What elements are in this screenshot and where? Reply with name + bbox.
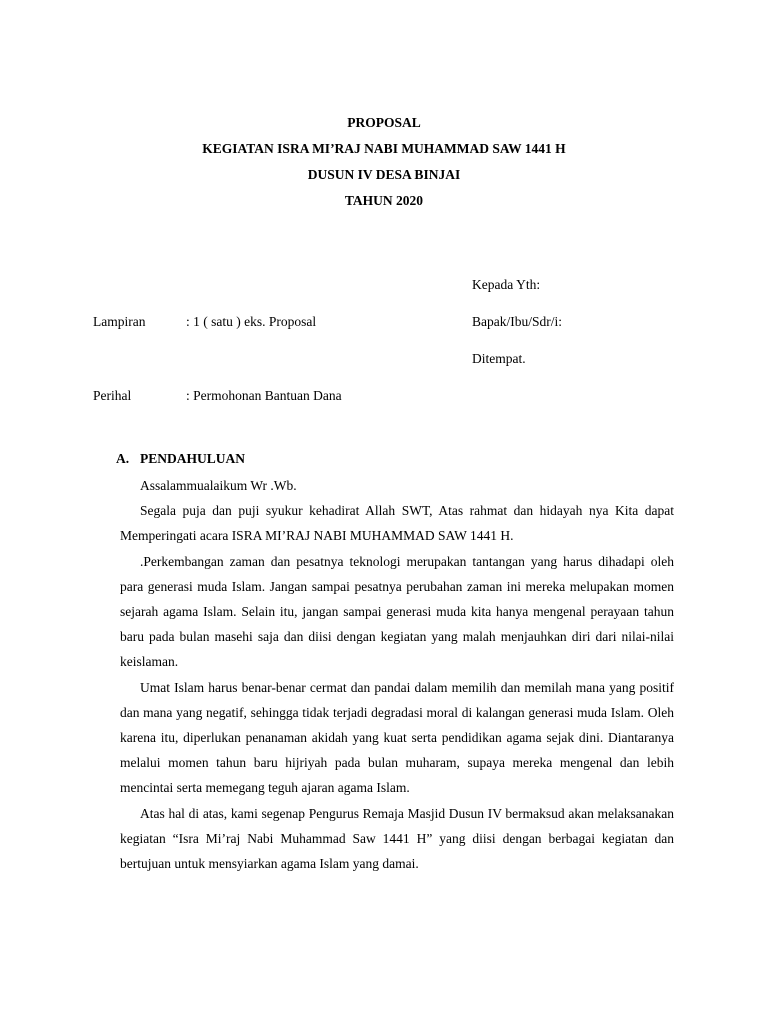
subject-value: : Permohonan Bantuan Dana	[186, 388, 342, 403]
paragraph-development: .Perkembangan zaman dan pesatnya teknologi merupakan tantangan yang harus dihadapi oleh para generasi muda Islam. Jangan sampai pesatnya perubahan zaman ini mereka melupakan momen sejarah agama Islam. Selain itu, jangan sampai generasi muda kita hanya mengenal perayaan tahun baru pada bulan masehi saja dan diisi dengan kegiatan yang malah menjauhkan diri dari nilai-nilai keislaman.	[120, 553, 674, 670]
section-body	[120, 473, 674, 876]
title-location: DUSUN IV DESA BINJAI	[307, 167, 461, 182]
paragraph-purpose: Atas hal di atas, kami segenap Pengurus Remaja Masjid Dusun IV bermaksud akan melaksanakan kegiatan “Isra Mi’raj Nabi Muhammad Saw 1441 H” yang diisi dengan berbagai kegiatan dan bertujuan untuk mensyiarkan agama Islam yang damai.	[120, 805, 674, 872]
paragraph-greeting: Assalammualaikum Wr .Wb.	[140, 478, 297, 493]
attachment-value: : 1 ( satu ) eks. Proposal	[186, 314, 317, 329]
recipient-place: Ditempat.	[472, 351, 526, 366]
title-year: TAHUN 2020	[344, 193, 424, 208]
paragraph-gratitude: Segala puja dan puji syukur kehadirat Allah SWT, Atas rahmat dan hidayah nya Kita dapat Memperingati acara ISRA MI’RAJ NABI MUHAMMAD SAW 1441 H.	[120, 503, 674, 544]
subject-label: Perihal	[93, 388, 132, 403]
paragraph-moral: Umat Islam harus benar-benar cermat dan pandai dalam memilih dan memilah mana yang positif dan mana yang negatif, sehingga tidak terjadi degradasi moral di kalangan generasi muda Islam. Oleh karena itu, diperlukan penanaman akidah yang kuat serta pendidikan agama sejak dini. Diantaranya melalui momen tahun baru hijriyah pada bulan muharam, supaya mereka mengenal dan lebih mencintai serta memegang teguh ajaran agama Islam.	[120, 679, 674, 796]
title-event: KEGIATAN ISRA MI’RAJ NABI MUHAMMAD SAW 1441 H	[202, 141, 566, 156]
attachment-label: Lampiran	[93, 314, 146, 329]
recipient-to: Kepada Yth:	[472, 277, 541, 292]
recipient-addressee: Bapak/Ibu/Sdr/i:	[472, 314, 562, 329]
document-title-block	[0, 110, 768, 214]
section-number: A.	[116, 451, 130, 466]
title-proposal: PROPOSAL	[347, 115, 421, 130]
section-title: PENDAHULUAN	[140, 451, 246, 466]
section-heading	[116, 450, 245, 468]
